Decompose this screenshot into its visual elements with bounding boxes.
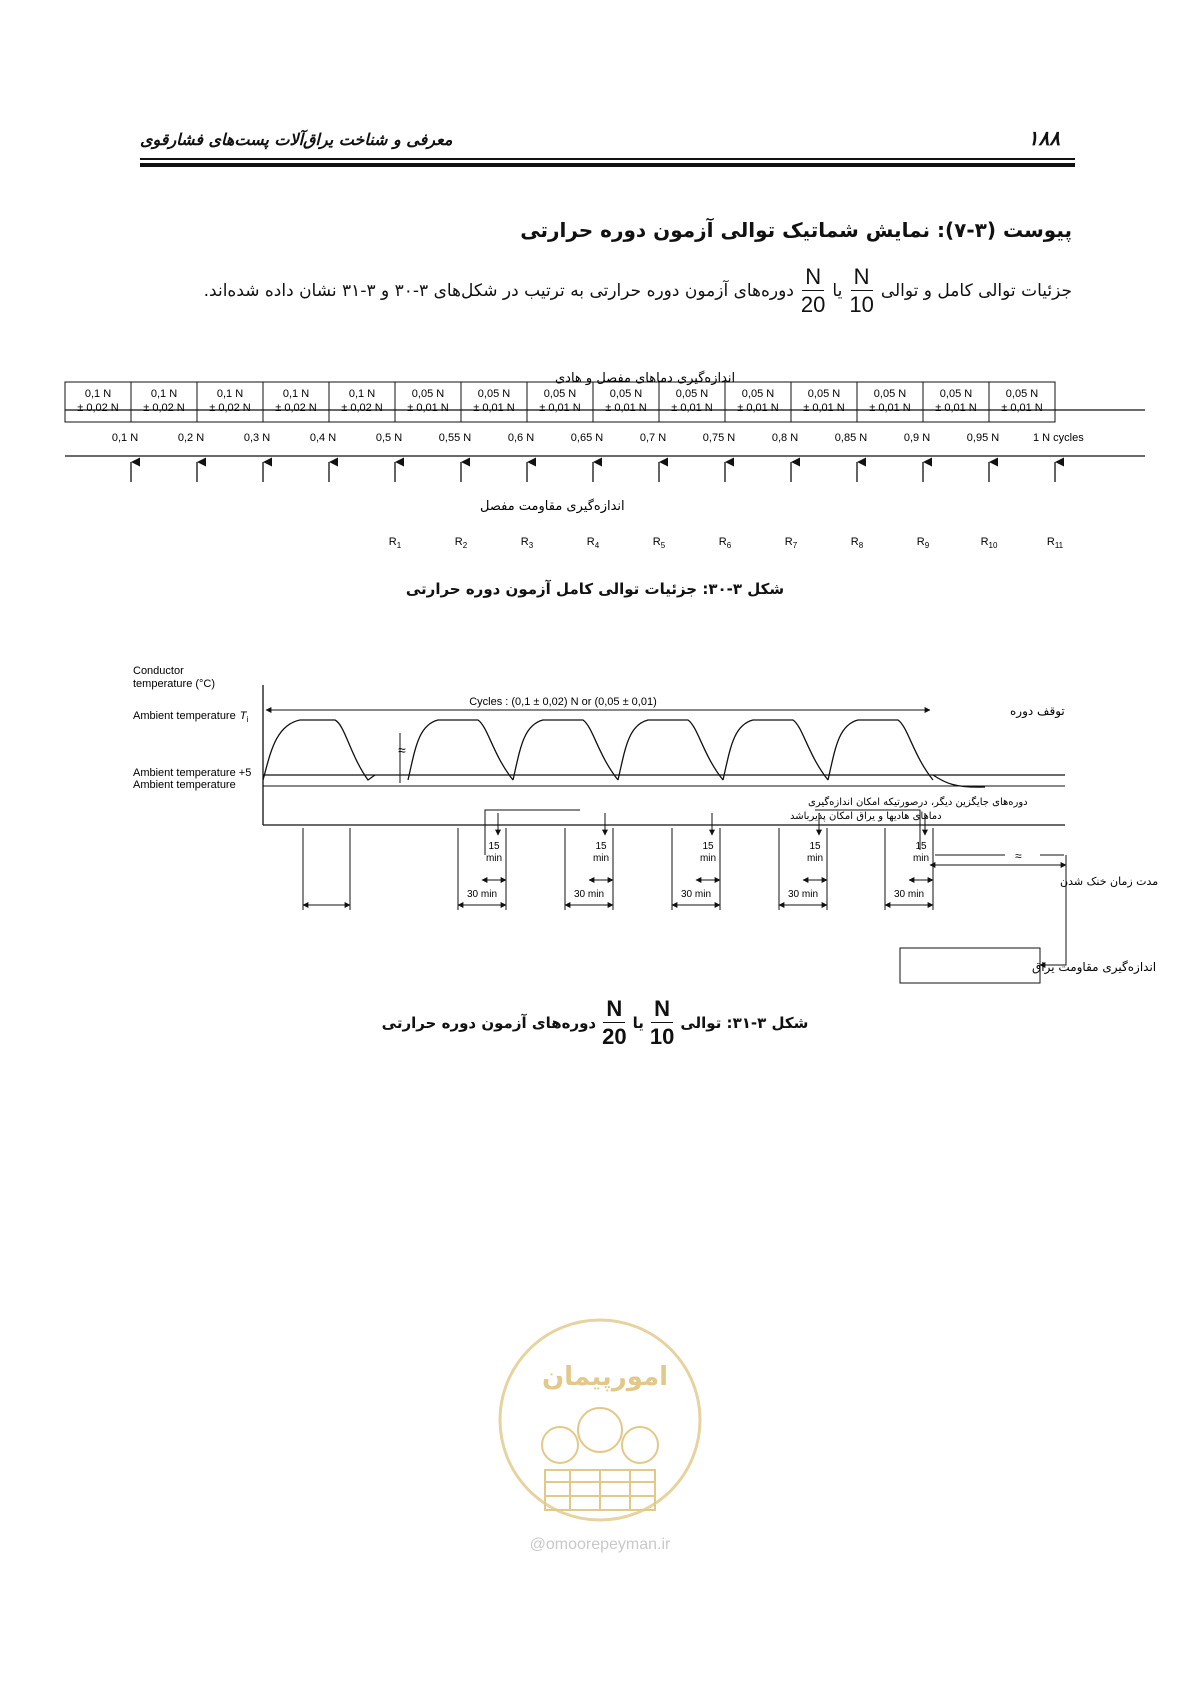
fig30-box-line1: 0,1 N: [84, 388, 112, 400]
fig30-tick-label: 0,3 N: [243, 432, 271, 444]
fig30-box-line1: 0,1 N: [150, 388, 178, 400]
fig30-tick-label: 0,85 N: [834, 432, 868, 444]
fig30-box-line1: 0,05 N: [939, 388, 973, 400]
figure-30-caption: [0, 580, 1190, 598]
fig30-resistance-label: $R_6$: [718, 536, 732, 550]
paragraph-part3: دوره‌های آزمون دوره حرارتی به ترتیب در شکل‌های ۳-۳۰ و ۳-۳۱ نشان داده شده‌اند.: [203, 281, 794, 301]
fig31-15-label: 15: [702, 841, 714, 852]
fig30-tick-label: 0,95 N: [966, 432, 1000, 444]
fig30-resistance-label: $R_5$: [652, 536, 666, 550]
fig30-tick-label: 0,9 N: [903, 432, 931, 444]
fig30-box-line1: 0,05 N: [477, 388, 511, 400]
gear-icon: [542, 1408, 658, 1510]
fig31-resistance-box: [900, 948, 1040, 983]
fig31-30min-label: 30 min: [466, 889, 498, 900]
fig30-resistance-label: $R_{11}$: [1046, 536, 1064, 550]
fig31-temperature-curve: [263, 720, 985, 787]
fig30-box-line1: 0,05 N: [873, 388, 907, 400]
fig30-box-line1: 0,05 N: [675, 388, 709, 400]
fig31-intervals: [458, 813, 933, 910]
fig30-box-line1: 0,05 N: [807, 388, 841, 400]
fig30-resistance-label: $R_7$: [784, 536, 798, 550]
fig31-min-label: min: [912, 853, 930, 864]
fig30-box-line1: 0,1 N: [348, 388, 376, 400]
fraction-denominator: 20: [602, 1024, 627, 1049]
fig30-resistances: [389, 536, 1064, 550]
fig30-tick-label: 0,6 N: [507, 432, 535, 444]
fig31-stop-label: توقف دوره: [1010, 704, 1065, 718]
fig30-box-line2: ± 0,01 N: [869, 402, 911, 414]
figure-30-diagram: [0, 360, 1190, 570]
header-rule-thin: [140, 158, 1075, 160]
header-rule-thick: [140, 163, 1075, 167]
fig30-box-line1: 0,1 N: [282, 388, 310, 400]
caption31-part3: دوره‌های آزمون دوره حرارتی: [381, 1014, 597, 1032]
fig31-min-label: min: [699, 853, 717, 864]
fig30-box-line1: 0,1 N: [216, 388, 244, 400]
fig30-box-line2: ± 0,01 N: [935, 402, 977, 414]
fraction-numerator: N: [651, 998, 673, 1023]
fig31-min-label: min: [592, 853, 610, 864]
fig31-min-label: min: [806, 853, 824, 864]
fig30-box-line1: 0,05 N: [1005, 388, 1039, 400]
fig30-box-line2: ± 0,01 N: [605, 402, 647, 414]
watermark-logo-text: امورپیمان: [541, 1362, 669, 1392]
fig30-tick-label: 0,5 N: [375, 432, 403, 444]
fraction-numerator: N: [603, 998, 625, 1023]
fig31-15-label: 15: [809, 841, 821, 852]
fig30-resistance-label: $R_2$: [454, 536, 468, 550]
page-number: ۱۸۸: [1027, 126, 1060, 150]
section-title: پیوست (۳-۷): نمایش شماتیک توالی آزمون دوره حرارتی: [520, 218, 1072, 242]
fig30-tick-label: 1 N cycles: [1033, 432, 1084, 444]
fig30-box-line2: ± 0,02 N: [209, 402, 251, 414]
fig31-30min-label: 30 min: [787, 889, 819, 900]
fig30-box-line1: 0,05 N: [411, 388, 445, 400]
fig30-box-line2: ± 0,02 N: [341, 402, 383, 414]
watermark-logo: [490, 1310, 710, 1530]
fig30-box-line1: 0,05 N: [543, 388, 577, 400]
figure-31-caption: [0, 998, 1190, 1048]
fig30-box-line2: ± 0,02 N: [77, 402, 119, 414]
fig31-ambient: Ambient temperature: [133, 779, 236, 791]
fig31-cooling-break: ≈: [1015, 849, 1022, 863]
fig30-tick-label: 0,8 N: [771, 432, 799, 444]
fig30-tick-label: 0,7 N: [639, 432, 667, 444]
fig30-resistance-label: $R_3$: [520, 536, 534, 550]
caption31-part2: یا: [632, 1014, 644, 1032]
fraction-denominator: 20: [800, 292, 826, 317]
fraction-numerator: N: [851, 266, 873, 291]
figure-31-diagram: [0, 665, 1190, 985]
fig31-resistance-arrow: [1040, 855, 1066, 965]
fig30-ticks: [112, 432, 1084, 482]
fraction-n-over-10: [849, 266, 873, 316]
fig31-15-label: 15: [488, 841, 500, 852]
fig30-resistance-label: $R_{10}$: [980, 536, 998, 550]
fig30-tick-label: 0,65 N: [570, 432, 604, 444]
caption31-fraction-n-over-10: [650, 998, 674, 1048]
fig30-resistance-label: $R_4$: [586, 536, 600, 550]
fig31-30min-label: 30 min: [573, 889, 605, 900]
fraction-numerator: N: [802, 266, 824, 291]
fig30-tick-label: 0,2 N: [177, 432, 205, 444]
intro-paragraph: [204, 266, 1072, 316]
caption31-fraction-n-over-20: [602, 998, 626, 1048]
paragraph-part1: جزئیات توالی کامل و توالی: [880, 281, 1072, 301]
fig30-boxes: [65, 382, 1055, 422]
fig30-box-line2: ± 0,01 N: [539, 402, 581, 414]
fig31-ylabel-1: Conductor: [133, 665, 184, 677]
fig30-tick-label: 0,55 N: [438, 432, 472, 444]
fig30-box-line2: ± 0,02 N: [143, 402, 185, 414]
fig31-ambient-plus5: Ambient temperature +5: [133, 767, 252, 779]
watermark-site: @omoorepeyman.ir: [529, 1536, 671, 1553]
fig31-cooling-label: مدت زمان خنک شدن: [1060, 875, 1159, 888]
fig31-resistance-box-label: اندازه‌گیری مقاومت یراق: [1032, 960, 1157, 974]
fig31-15-label: 15: [595, 841, 607, 852]
caption31-part1: شکل ۳-۳۱: توالی: [680, 1014, 809, 1032]
fig31-note-line2: دماهای هادیها و یراق امکان پذیرباشد: [790, 811, 942, 822]
fig30-box-line2: ± 0,01 N: [407, 402, 449, 414]
fig30-top-label: اندازه‌گیری دماهای مفصل و هادی: [555, 371, 736, 386]
fig30-box-line2: ± 0,01 N: [737, 402, 779, 414]
fraction-denominator: 10: [649, 1024, 675, 1049]
fig30-box-line1: 0,05 N: [741, 388, 775, 400]
fig30-resistance-label: $R_1$: [388, 536, 402, 550]
fig31-30min-label: 30 min: [680, 889, 712, 900]
fig30-box-line2: ± 0,01 N: [803, 402, 845, 414]
header-title: معرفی و شناخت یراق‌آلات پست‌های فشارقوی: [140, 130, 453, 149]
fig30-resistance-label: $R_9$: [916, 536, 930, 550]
figure-30-caption-text: شکل ۳-۳۰: جزئیات توالی کامل آزمون دوره حرارتی: [405, 580, 785, 598]
fig30-tick-label: 0,4 N: [309, 432, 337, 444]
fraction-denominator: 10: [849, 292, 874, 317]
fig30-mid-label: اندازه‌گیری مقاومت مفصل: [480, 499, 625, 514]
fig31-cycles-label: Cycles : (0,1 ± 0,02) N or (0,05 ± 0,01): [469, 696, 657, 708]
fig31-ylabel-2: temperature (°C): [133, 678, 216, 690]
fraction-n-over-20: [801, 266, 825, 316]
fig31-break-mark: ≈: [398, 742, 406, 758]
fig31-15-label: 15: [915, 841, 927, 852]
fig30-box-line2: ± 0,01 N: [473, 402, 515, 414]
fig31-min-label: min: [485, 853, 503, 864]
fig31-ambient-ti-label: Ambient temperature $T_i$: [133, 710, 249, 724]
fig30-tick-label: 0,1 N: [111, 432, 139, 444]
fig30-box-line1: 0,05 N: [609, 388, 643, 400]
fig30-box-line2: ± 0,02 N: [275, 402, 317, 414]
fig31-note-line1: دوره‌های جایگزین دیگر، درصورتیکه امکان اندازه‌گیری: [808, 797, 1028, 808]
fig30-box-line2: ± 0,01 N: [1001, 402, 1043, 414]
paragraph-part2: یا: [832, 281, 843, 301]
fig31-30min-label: 30 min: [893, 889, 925, 900]
fig30-tick-label: 0,75 N: [702, 432, 736, 444]
fig30-box-line2: ± 0,01 N: [671, 402, 713, 414]
fig30-resistance-label: $R_8$: [850, 536, 864, 550]
